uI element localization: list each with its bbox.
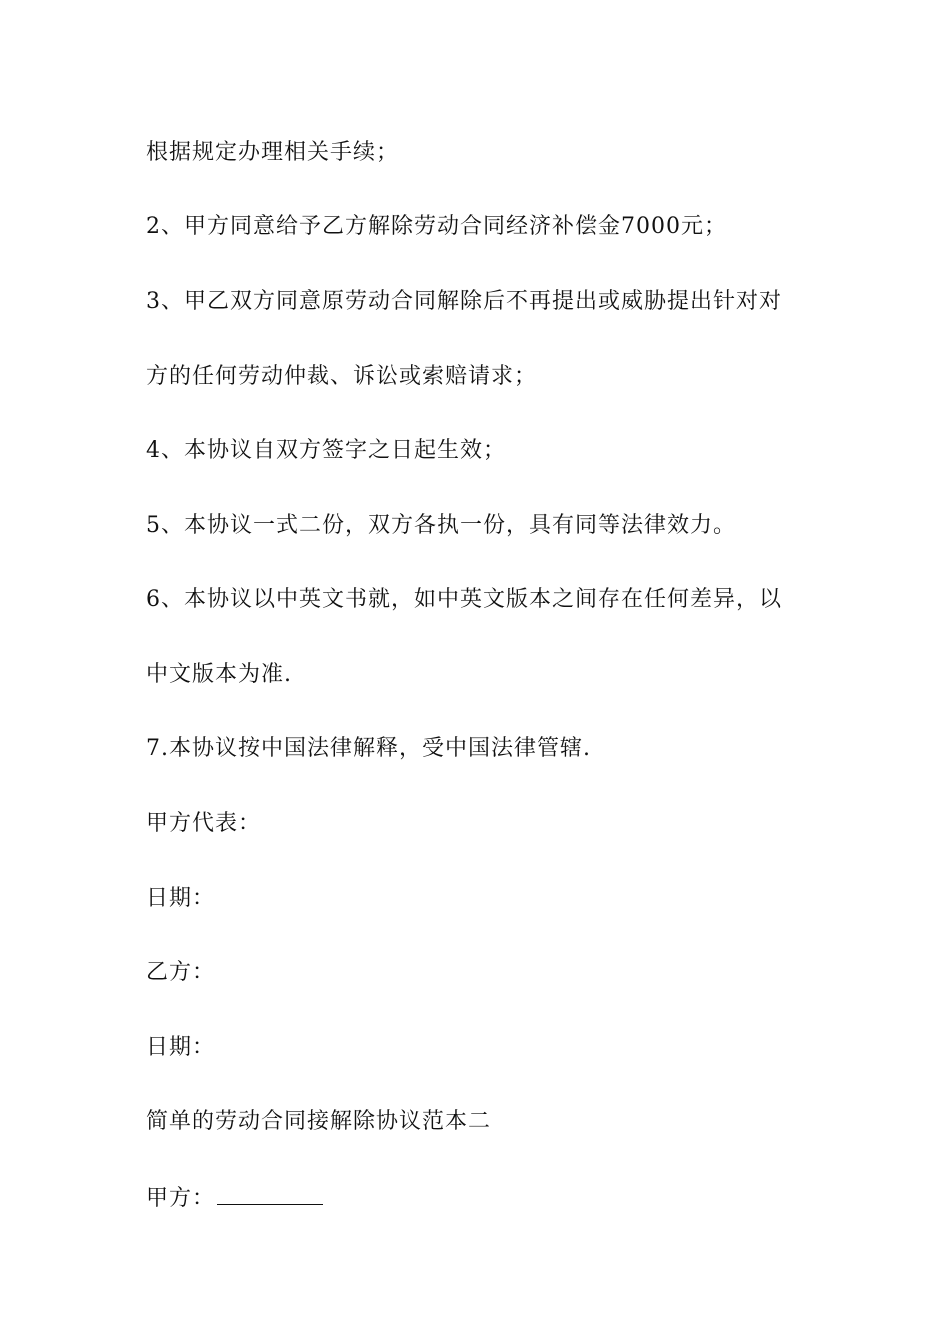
clause-6-line-1: 6、本协议以中英文书就，如中英文版本之间存在任何差异，以	[146, 587, 782, 612]
party-b-label: 乙方：	[146, 960, 216, 985]
clause-4-effective: 4、本协议自双方签字之日起生效；	[146, 438, 506, 463]
text-line-procedures: 根据规定办理相关手续；	[146, 140, 400, 165]
clause-7-governing-law: 7.本协议按中国法律解释，受中国法律管辖.	[146, 736, 591, 761]
clause-5-copies: 5、本协议一式二份，双方各执一份，具有同等法律效力。	[146, 513, 736, 538]
party-a-label: 甲方：	[146, 1186, 216, 1211]
clause-2-compensation: 2、甲方同意给予乙方解除劳动合同经济补偿金7000元；	[146, 214, 727, 239]
template-two-title: 简单的劳动合同接解除协议范本二	[146, 1109, 492, 1134]
clause-3-line-2: 方的任何劳动仲裁、诉讼或索赔请求；	[146, 364, 538, 389]
clause-3-line-1: 3、甲乙双方同意原劳动合同解除后不再提出或威胁提出针对对	[146, 289, 782, 314]
date-label-1: 日期：	[146, 886, 216, 911]
party-a-blank-field	[217, 1182, 323, 1205]
clause-6-line-2: 中文版本为准.	[146, 662, 292, 687]
date-label-2: 日期：	[146, 1035, 216, 1060]
party-a-representative-label: 甲方代表：	[146, 811, 262, 836]
party-a-line	[146, 1182, 826, 1214]
